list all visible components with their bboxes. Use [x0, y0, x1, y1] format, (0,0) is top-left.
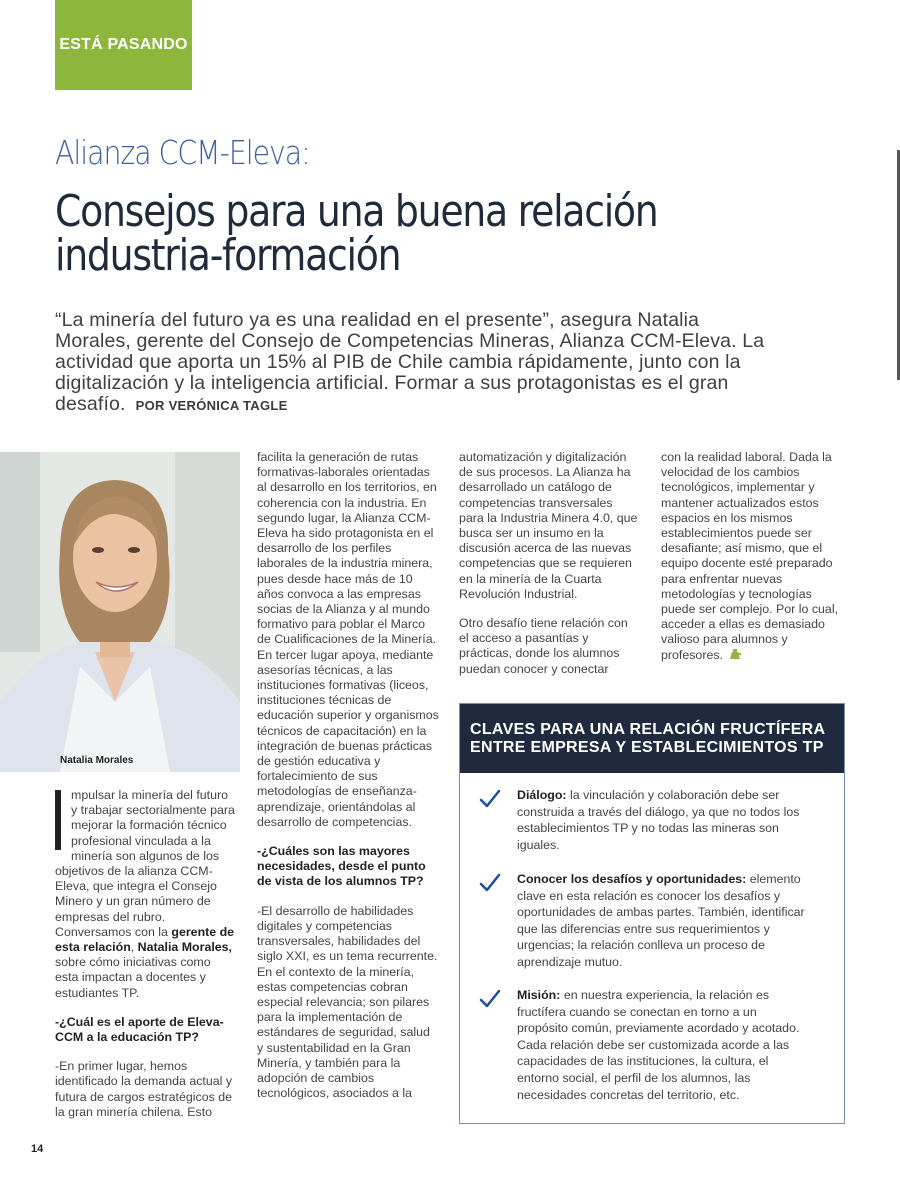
column-3: [459, 450, 639, 691]
portrait-illustration: [0, 452, 240, 772]
keys-box-title: CLAVES PARA UNA RELACIÓN FRUCTÍFERA ENTRE EMPRESA Y ESTABLECIMIENTOS TP: [460, 704, 844, 773]
checkmark-icon: [478, 787, 502, 811]
question-2: -¿Cuáles son las mayores necesidades, desde el punto de vista de los alumnos TP?: [257, 844, 426, 889]
column-1: [55, 788, 237, 1134]
page-number: 14: [31, 1143, 44, 1155]
title-line-2: industria-formación: [55, 230, 401, 281]
section-tag: ESTÁ PASANDO: [55, 0, 192, 90]
answer-2-end: con la realidad laboral. Dada la velocidad de los cambios tecnológicos, implementar y mantener actualizados estos espacios en los mismos establecimientos puede ser desafiante; así mismo, que el equipo docente esté preparado para enfrentar nuevas metodologías y tecnologías puede ser complejo. Por lo cual, acceder a ellas es demasiado valioso para alumnos y profesores.: [661, 450, 839, 662]
article-lead: [55, 310, 775, 416]
title-line-1: Consejos para una buena relación: [55, 186, 658, 237]
checkmark-icon: [478, 871, 502, 895]
answer-1-continued: facilita la generación de rutas formativas-laborales orientadas al desarrollo en los territorios, en coherencia con la industria. En segundo lugar, la Alianza CCM-Eleva ha sido protagonista en el desarrollo de los perfiles laborales de la industria minera, pues desde hace más de 10 años convoca a las empresas socias de la Alianza y al mundo formativo para poblar el Marco de Cualificaciones de la Minería. En tercer lugar apoya, mediante asesorías técnicas, a las instituciones formativas (liceos, instituciones técnicas de educación superior y organismos técnicos de capacitación) en la integración de buenas prácticas de gestión educativa y fortalecimiento de sus metodologías de enseñanza-aprendizaje, orientándolas al desarrollo de competencias.: [257, 450, 439, 829]
byline: POR VERÓNICA TAGLE: [135, 398, 288, 413]
checkmark-icon: [478, 987, 502, 1011]
photo-caption: Natalia Morales: [60, 755, 134, 766]
answer-2-continued: automatización y digitalización de sus procesos. La Alianza ha desarrollado un catálogo de competencias transversales para la Industria Minera 4.0, que busca ser un insumo en la discusión acerca de las nuevas competencias que se requieren en la minería de la Cuarta Revolución Industrial.: [459, 450, 638, 601]
answer-2-challenge: Otro desafío tiene relación con el acceso a pasantías y prácticas, donde los alumnos puedan conocer y conectar: [459, 616, 628, 676]
key-item-text: Diálogo: la vinculación y colaboración debe ser construida a través del diálogo, ya que no todos los establecimientos TP y no todas las mineras son iguales.: [517, 788, 800, 852]
column-2: [257, 450, 439, 1115]
lead-text: “La minería del futuro ya es una realidad en el presente”, asegura Natalia Morales, gerente del Consejo de Competencias Mineras, Alianza CCM-Eleva. La actividad que aporta un 15% al PIB de Chile cambia rápidamente, junto con la digitalización y la inteligencia artificial. Formar a sus protagonistas es el gran desafío.: [55, 309, 765, 415]
article-kicker: Alianza CCM-Eleva:: [55, 133, 310, 172]
answer-1-start: -En primer lugar, hemos identificado la demanda actual y futura de cargos estratégicos de la gran minería chilena. Esto: [55, 1059, 233, 1119]
portrait-photo: [0, 452, 240, 772]
question-1: -¿Cuál es el aporte de Eleva-CCM a la educación TP?: [55, 1014, 224, 1045]
key-item-text: Conocer los desafíos y oportunidades: elemento clave en esta relación es conocer los desafíos y oportunidades de ambas partes. También, identificar que las diferencias entre sus requerimientos y urgencias; la relación conlleva un proceso de aprendizaje mutuo.: [517, 872, 805, 969]
article-title: [55, 186, 658, 281]
keys-box: [459, 703, 845, 1124]
dropcap-bar: [55, 790, 61, 850]
answer-2: -El desarrollo de habilidades digitales y competencias transversales, habilidades del siglo XXI, es un tema recurrente. En el contexto de la minería, estas competencias cobran especial relevancia; son pilares para la implementación de estándares de seguridad, salud y sustentabilidad en la Gran Minería, y también para la adopción de cambios tecnológicos, asociados a la: [257, 903, 438, 1101]
key-item-text: Misión: en nuestra experiencia, la relación es fructífera cuando se conectan en torno a un propósito común, previamente acordado y acotado. Cada relación debe ser customizada acorde a las capacidades de las instituciones, la cultura, el entorno social, el perfil de los alumnos, las necesidades concretas del territorio, etc.: [517, 988, 800, 1102]
intro-paragraph: mpulsar la minería del futuro y trabajar sectorialmente para mejorar la formación técnico profesional vinculada a la minería son algunos de los objetivos de la alianza CCM-Eleva, que integra el Consejo Minero y un gran número de empresas del rubro. Conversamos con la gerente de esta relación, Natalia Morales, sobre cómo iniciativas como esta impactan a docentes y estudiantes TP.: [55, 788, 235, 1000]
column-4: [661, 450, 847, 677]
end-mark-icon: [728, 648, 742, 660]
